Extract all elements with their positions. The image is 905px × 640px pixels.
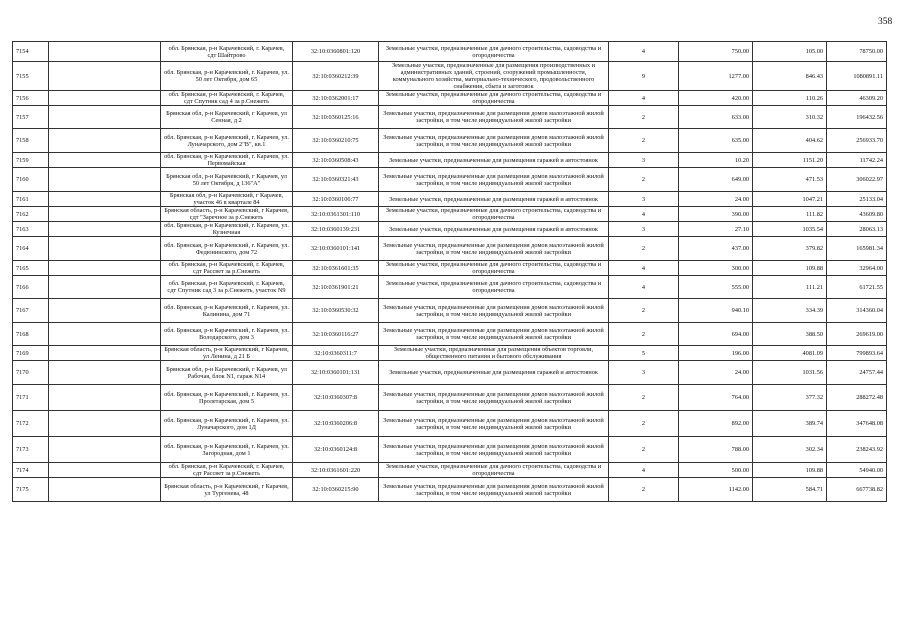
spacer-cell bbox=[49, 323, 161, 346]
cadastral-number-cell: 32:10:0360125:16 bbox=[293, 106, 379, 129]
row-id-cell: 7173 bbox=[13, 437, 49, 463]
area-cell: 420.00 bbox=[679, 91, 753, 106]
land-use-cell: Земельные участки, предназначенные для размещения домов малоэтажной жилой застройки, в том числе индивидуальной жилой застройки bbox=[379, 237, 609, 261]
table-row bbox=[13, 299, 887, 323]
area-cell: 788.00 bbox=[679, 437, 753, 463]
cadastral-value-cell: 314360.04 bbox=[827, 299, 887, 323]
specific-value-cell: 377.32 bbox=[753, 385, 827, 411]
specific-value-cell: 111.82 bbox=[753, 207, 827, 222]
cadastral-number-cell: 32:10:0360307:8 bbox=[293, 385, 379, 411]
row-id-cell: 7156 bbox=[13, 91, 49, 106]
cadastral-value-cell: 25133.04 bbox=[827, 192, 887, 207]
area-cell: 694.00 bbox=[679, 323, 753, 346]
cadastral-number-cell: 32:10:0360212:39 bbox=[293, 62, 379, 91]
land-use-cell: Земельные участки, предназначенные для размещения гаражей и автостоянок bbox=[379, 222, 609, 237]
cadastral-value-cell: 1080891.11 bbox=[827, 62, 887, 91]
area-cell: 24.00 bbox=[679, 192, 753, 207]
specific-value-cell: 105.00 bbox=[753, 42, 827, 62]
cadastral-value-cell: 347648.08 bbox=[827, 411, 887, 437]
area-cell: 300.00 bbox=[679, 261, 753, 276]
land-use-cell: Земельные участки, предназначенные для дачного строительства, садоводства и огородничества bbox=[379, 42, 609, 62]
spacer-cell bbox=[49, 299, 161, 323]
cadastral-value-cell: 11742.24 bbox=[827, 153, 887, 168]
specific-value-cell: 109.88 bbox=[753, 261, 827, 276]
cadastral-value-cell: 165981.34 bbox=[827, 237, 887, 261]
address-cell: обл. Брянская, р-н Карачевский, г. Карачев, сдт Шайтрово bbox=[161, 42, 293, 62]
land-use-cell: Земельные участки, предназначенные для дачного строительства, садоводства и огородничества bbox=[379, 463, 609, 478]
group-cell: 3 bbox=[609, 361, 679, 385]
specific-value-cell: 1035.54 bbox=[753, 222, 827, 237]
land-use-cell: Земельные участки, предназначенные для размещения домов малоэтажной жилой застройки, в том числе индивидуальной жилой застройки bbox=[379, 168, 609, 192]
address-cell: обл. Брянская, р-н Карачевский, г. Карачев, ул. Федюнинского, дом 72 bbox=[161, 237, 293, 261]
specific-value-cell: 1047.21 bbox=[753, 192, 827, 207]
table-row bbox=[13, 385, 887, 411]
group-cell: 2 bbox=[609, 437, 679, 463]
area-cell: 437.00 bbox=[679, 237, 753, 261]
specific-value-cell: 404.62 bbox=[753, 129, 827, 153]
group-cell: 4 bbox=[609, 91, 679, 106]
address-cell: обл. Брянская, р-н Карачевский, г. Карачев, сдт Рассвет за р.Снежеть bbox=[161, 463, 293, 478]
cadastral-number-cell: 32:10:0360101:131 bbox=[293, 361, 379, 385]
cadastral-number-cell: 32:10:0361901:21 bbox=[293, 276, 379, 299]
address-cell: обл. Брянская, р-н Карачевский, г. Карачев, сдт Рассвет за р.Снежеть bbox=[161, 261, 293, 276]
address-cell: Брянская обл, р-н Карачевский, г Карачев, ул Сенная, д 2 bbox=[161, 106, 293, 129]
specific-value-cell: 471.53 bbox=[753, 168, 827, 192]
address-cell: Брянская обл, р-н Карачевский, г Карачев, участок 46 в квартале 84 bbox=[161, 192, 293, 207]
row-id-cell: 7164 bbox=[13, 237, 49, 261]
table-row bbox=[13, 463, 887, 478]
group-cell: 2 bbox=[609, 478, 679, 502]
group-cell: 4 bbox=[609, 207, 679, 222]
specific-value-cell: 310.32 bbox=[753, 106, 827, 129]
table-row bbox=[13, 62, 887, 91]
cadastral-number-cell: 32:10:0362001:17 bbox=[293, 91, 379, 106]
address-cell: обл. Брянская, р-н Карачевский, г. Карачев, ул. Калинина, дом 71 bbox=[161, 299, 293, 323]
spacer-cell bbox=[49, 62, 161, 91]
land-use-cell: Земельные участки, предназначенные для размещения домов малоэтажной жилой застройки, в том числе индивидуальной жилой застройки bbox=[379, 385, 609, 411]
row-id-cell: 7158 bbox=[13, 129, 49, 153]
land-use-cell: Земельные участки, предназначенные для размещения гаражей и автостоянок bbox=[379, 192, 609, 207]
spacer-cell bbox=[49, 129, 161, 153]
spacer-cell bbox=[49, 346, 161, 361]
specific-value-cell: 1031.56 bbox=[753, 361, 827, 385]
cadastral-number-cell: 32:10:0360206:8 bbox=[293, 411, 379, 437]
group-cell: 4 bbox=[609, 463, 679, 478]
row-id-cell: 7157 bbox=[13, 106, 49, 129]
table-row bbox=[13, 207, 887, 222]
cadastral-number-cell: 32:10:0360311:7 bbox=[293, 346, 379, 361]
area-cell: 633.00 bbox=[679, 106, 753, 129]
area-cell: 390.00 bbox=[679, 207, 753, 222]
spacer-cell bbox=[49, 237, 161, 261]
spacer-cell bbox=[49, 192, 161, 207]
cadastral-number-cell: 32:10:0360215:90 bbox=[293, 478, 379, 502]
cadastral-value-cell: 306022.97 bbox=[827, 168, 887, 192]
cadastral-value-cell: 24757.44 bbox=[827, 361, 887, 385]
group-cell: 3 bbox=[609, 153, 679, 168]
row-id-cell: 7163 bbox=[13, 222, 49, 237]
area-cell: 10.20 bbox=[679, 153, 753, 168]
area-cell: 1277.00 bbox=[679, 62, 753, 91]
table-row bbox=[13, 361, 887, 385]
land-use-cell: Земельные участки, предназначенные для размещения объектов торговли, общественного питания и бытового обслуживания bbox=[379, 346, 609, 361]
table-row bbox=[13, 237, 887, 261]
cadastral-value-cell: 43609.80 bbox=[827, 207, 887, 222]
cadastral-number-cell: 32:10:0361301:110 bbox=[293, 207, 379, 222]
cadastral-value-cell: 288272.48 bbox=[827, 385, 887, 411]
cadastral-value-cell: 32964.00 bbox=[827, 261, 887, 276]
area-cell: 196.00 bbox=[679, 346, 753, 361]
cadastral-number-cell: 32:10:0361601:35 bbox=[293, 261, 379, 276]
spacer-cell bbox=[49, 261, 161, 276]
spacer-cell bbox=[49, 411, 161, 437]
cadastral-number-cell: 32:10:0360124:8 bbox=[293, 437, 379, 463]
area-cell: 1142.00 bbox=[679, 478, 753, 502]
cadastral-number-cell: 32:10:0360210:75 bbox=[293, 129, 379, 153]
group-cell: 9 bbox=[609, 62, 679, 91]
table-row bbox=[13, 478, 887, 502]
cadastral-value-cell: 238243.92 bbox=[827, 437, 887, 463]
cadastral-value-cell: 54940.00 bbox=[827, 463, 887, 478]
specific-value-cell: 1151.20 bbox=[753, 153, 827, 168]
row-id-cell: 7174 bbox=[13, 463, 49, 478]
row-id-cell: 7172 bbox=[13, 411, 49, 437]
land-use-cell: Земельные участки, предназначенные для размещения домов малоэтажной жилой застройки, в том числе индивидуальной жилой застройки bbox=[379, 106, 609, 129]
table-row bbox=[13, 192, 887, 207]
address-cell: обл. Брянская, р-н Карачевский, г. Карачев, ул. Луначарского, дом 1Д bbox=[161, 411, 293, 437]
address-cell: обл. Брянская, р-н Карачевский, г. Карачев, ул. Володарского, дом 3 bbox=[161, 323, 293, 346]
table-row bbox=[13, 91, 887, 106]
cadastral-number-cell: 32:10:0360106:77 bbox=[293, 192, 379, 207]
table-row bbox=[13, 129, 887, 153]
group-cell: 4 bbox=[609, 261, 679, 276]
cadastral-value-cell: 78750.00 bbox=[827, 42, 887, 62]
row-id-cell: 7167 bbox=[13, 299, 49, 323]
cadastral-number-cell: 32:10:0360508:43 bbox=[293, 153, 379, 168]
table-body bbox=[13, 42, 887, 502]
land-use-cell: Земельные участки, предназначенные для дачного строительства, садоводства и огородничества bbox=[379, 276, 609, 299]
spacer-cell bbox=[49, 276, 161, 299]
land-use-cell: Земельные участки, предназначенные для дачного строительства, садоводства и огородничества bbox=[379, 207, 609, 222]
spacer-cell bbox=[49, 91, 161, 106]
cadastral-value-cell: 61721.55 bbox=[827, 276, 887, 299]
cadastral-number-cell: 32:10:0360530:32 bbox=[293, 299, 379, 323]
group-cell: 5 bbox=[609, 346, 679, 361]
group-cell: 2 bbox=[609, 168, 679, 192]
area-cell: 649.00 bbox=[679, 168, 753, 192]
specific-value-cell: 846.43 bbox=[753, 62, 827, 91]
specific-value-cell: 109.88 bbox=[753, 463, 827, 478]
land-use-cell: Земельные участки, предназначенные для размещения домов малоэтажной жилой застройки, в том числе индивидуальной жилой застройки bbox=[379, 299, 609, 323]
specific-value-cell: 110.26 bbox=[753, 91, 827, 106]
table-row bbox=[13, 222, 887, 237]
address-cell: Брянская область, р-н Карачевский, г Карачев, ул Тургенева, 48 bbox=[161, 478, 293, 502]
address-cell: обл. Брянская, р-н Карачевский, г. Карачев, ул. Кузнечная bbox=[161, 222, 293, 237]
table-row bbox=[13, 323, 887, 346]
cadastral-number-cell: 32:10:0360139:231 bbox=[293, 222, 379, 237]
address-cell: обл. Брянская, р-н Карачевский, г. Карачев, сдт Спутник сад 3 за р.Снежеть, участок N9 bbox=[161, 276, 293, 299]
area-cell: 750.00 bbox=[679, 42, 753, 62]
row-id-cell: 7160 bbox=[13, 168, 49, 192]
cadastral-value-cell: 269619.00 bbox=[827, 323, 887, 346]
cadastral-value-cell: 256933.70 bbox=[827, 129, 887, 153]
spacer-cell bbox=[49, 361, 161, 385]
land-use-cell: Земельные участки, предназначенные для размещения гаражей и автостоянок bbox=[379, 361, 609, 385]
cadastral-value-cell: 667738.82 bbox=[827, 478, 887, 502]
specific-value-cell: 334.39 bbox=[753, 299, 827, 323]
table-row bbox=[13, 106, 887, 129]
row-id-cell: 7162 bbox=[13, 207, 49, 222]
spacer-cell bbox=[49, 42, 161, 62]
specific-value-cell: 389.74 bbox=[753, 411, 827, 437]
table-row bbox=[13, 276, 887, 299]
land-use-cell: Земельные участки, предназначенные для размещения домов малоэтажной жилой застройки, в том числе индивидуальной жилой застройки bbox=[379, 411, 609, 437]
land-use-cell: Земельные участки, предназначенные для размещения домов малоэтажной жилой застройки, в том числе индивидуальной жилой застройки bbox=[379, 478, 609, 502]
row-id-cell: 7169 bbox=[13, 346, 49, 361]
area-cell: 892.00 bbox=[679, 411, 753, 437]
specific-value-cell: 302.34 bbox=[753, 437, 827, 463]
spacer-cell bbox=[49, 437, 161, 463]
land-use-cell: Земельные участки, предназначенные для дачного строительства, садоводства и огородничества bbox=[379, 91, 609, 106]
row-id-cell: 7154 bbox=[13, 42, 49, 62]
row-id-cell: 7170 bbox=[13, 361, 49, 385]
row-id-cell: 7155 bbox=[13, 62, 49, 91]
address-cell: обл. Брянская, р-н Карачевский, г. Карачев, ул. Пролетарская, дом 5 bbox=[161, 385, 293, 411]
land-use-cell: Земельные участки, предназначенные для размещения домов малоэтажной жилой застройки, в том числе индивидуальной жилой застройки bbox=[379, 323, 609, 346]
table-row bbox=[13, 42, 887, 62]
specific-value-cell: 388.50 bbox=[753, 323, 827, 346]
spacer-cell bbox=[49, 222, 161, 237]
table-row bbox=[13, 168, 887, 192]
spacer-cell bbox=[49, 106, 161, 129]
group-cell: 2 bbox=[609, 237, 679, 261]
address-cell: Брянская обл, р-н Карачевский, г Карачев, ул 50 лет Октября, д 136"А" bbox=[161, 168, 293, 192]
land-use-cell: Земельные участки, предназначенные для размещения производственных и административных зданий, строений, сооружений промышленности, коммунального хозяйства, материально-технического, продовольственного снабжения, сбыта и заготовок bbox=[379, 62, 609, 91]
cadastral-number-cell: 32:10:0360101:141 bbox=[293, 237, 379, 261]
address-cell: обл. Брянская, р-н Карачевский, г. Карачев, ул. Первомайская bbox=[161, 153, 293, 168]
address-cell: Брянская область, р-н Карачевский, г Карачев, ул Ленина, д 21 Б bbox=[161, 346, 293, 361]
group-cell: 3 bbox=[609, 222, 679, 237]
land-use-cell: Земельные участки, предназначенные для размещения домов малоэтажной жилой застройки, в том числе индивидуальной жилой застройки bbox=[379, 437, 609, 463]
group-cell: 4 bbox=[609, 276, 679, 299]
cadastral-number-cell: 32:10:0361601:220 bbox=[293, 463, 379, 478]
group-cell: 2 bbox=[609, 323, 679, 346]
specific-value-cell: 379.82 bbox=[753, 237, 827, 261]
group-cell: 2 bbox=[609, 385, 679, 411]
cadastral-value-cell: 28063.13 bbox=[827, 222, 887, 237]
table-row bbox=[13, 153, 887, 168]
group-cell: 2 bbox=[609, 129, 679, 153]
table-row bbox=[13, 346, 887, 361]
area-cell: 500.00 bbox=[679, 463, 753, 478]
address-cell: Брянская область, р-н Карачевский, г Карачев, сдт "Заречное за р.Снежеть bbox=[161, 207, 293, 222]
group-cell: 4 bbox=[609, 42, 679, 62]
cadastral-value-table bbox=[12, 41, 887, 502]
cadastral-value-cell: 196432.56 bbox=[827, 106, 887, 129]
address-cell: обл. Брянская, р-н Карачевский, г. Карачев, ул. Луначарского, дом 2"В", кв.1 bbox=[161, 129, 293, 153]
cadastral-number-cell: 32:10:0360801:120 bbox=[293, 42, 379, 62]
row-id-cell: 7171 bbox=[13, 385, 49, 411]
group-cell: 2 bbox=[609, 411, 679, 437]
address-cell: обл. Брянская, р-н Карачевский, г. Карачев, ул. 50 лет Октября, дом 65 bbox=[161, 62, 293, 91]
table-row bbox=[13, 411, 887, 437]
address-cell: Брянская обл, р-н Карачевский, г Карачев, ул Рабочая, блок N1, гараж N14 bbox=[161, 361, 293, 385]
cadastral-value-cell: 799893.64 bbox=[827, 346, 887, 361]
group-cell: 3 bbox=[609, 192, 679, 207]
specific-value-cell: 4081.09 bbox=[753, 346, 827, 361]
cadastral-number-cell: 32:10:0360321:43 bbox=[293, 168, 379, 192]
address-cell: обл. Брянская, р-н Карачевский, г. Карачев, сдт Спутник сад 4 за р.Снежеть bbox=[161, 91, 293, 106]
spacer-cell bbox=[49, 478, 161, 502]
group-cell: 2 bbox=[609, 106, 679, 129]
spacer-cell bbox=[49, 168, 161, 192]
group-cell: 2 bbox=[609, 299, 679, 323]
row-id-cell: 7175 bbox=[13, 478, 49, 502]
table-row bbox=[13, 261, 887, 276]
row-id-cell: 7166 bbox=[13, 276, 49, 299]
address-cell: обл. Брянская, р-н Карачевский, г. Карачев, ул. Загородная, дом 1 bbox=[161, 437, 293, 463]
cadastral-value-cell: 46309.20 bbox=[827, 91, 887, 106]
cadastral-number-cell: 32:10:0360116:27 bbox=[293, 323, 379, 346]
area-cell: 24.00 bbox=[679, 361, 753, 385]
specific-value-cell: 111.21 bbox=[753, 276, 827, 299]
spacer-cell bbox=[49, 385, 161, 411]
land-use-cell: Земельные участки, предназначенные для размещения гаражей и автостоянок bbox=[379, 153, 609, 168]
spacer-cell bbox=[49, 153, 161, 168]
row-id-cell: 7161 bbox=[13, 192, 49, 207]
specific-value-cell: 584.71 bbox=[753, 478, 827, 502]
page-number: 358 bbox=[878, 17, 893, 27]
area-cell: 940.10 bbox=[679, 299, 753, 323]
row-id-cell: 7159 bbox=[13, 153, 49, 168]
row-id-cell: 7165 bbox=[13, 261, 49, 276]
area-cell: 764.00 bbox=[679, 385, 753, 411]
spacer-cell bbox=[49, 207, 161, 222]
spacer-cell bbox=[49, 463, 161, 478]
table-row bbox=[13, 437, 887, 463]
area-cell: 635.00 bbox=[679, 129, 753, 153]
land-use-cell: Земельные участки, предназначенные для размещения домов малоэтажной жилой застройки, в том числе индивидуальной жилой застройки bbox=[379, 129, 609, 153]
land-use-cell: Земельные участки, предназначенные для дачного строительства, садоводства и огородничества bbox=[379, 261, 609, 276]
area-cell: 555.00 bbox=[679, 276, 753, 299]
area-cell: 27.10 bbox=[679, 222, 753, 237]
row-id-cell: 7168 bbox=[13, 323, 49, 346]
